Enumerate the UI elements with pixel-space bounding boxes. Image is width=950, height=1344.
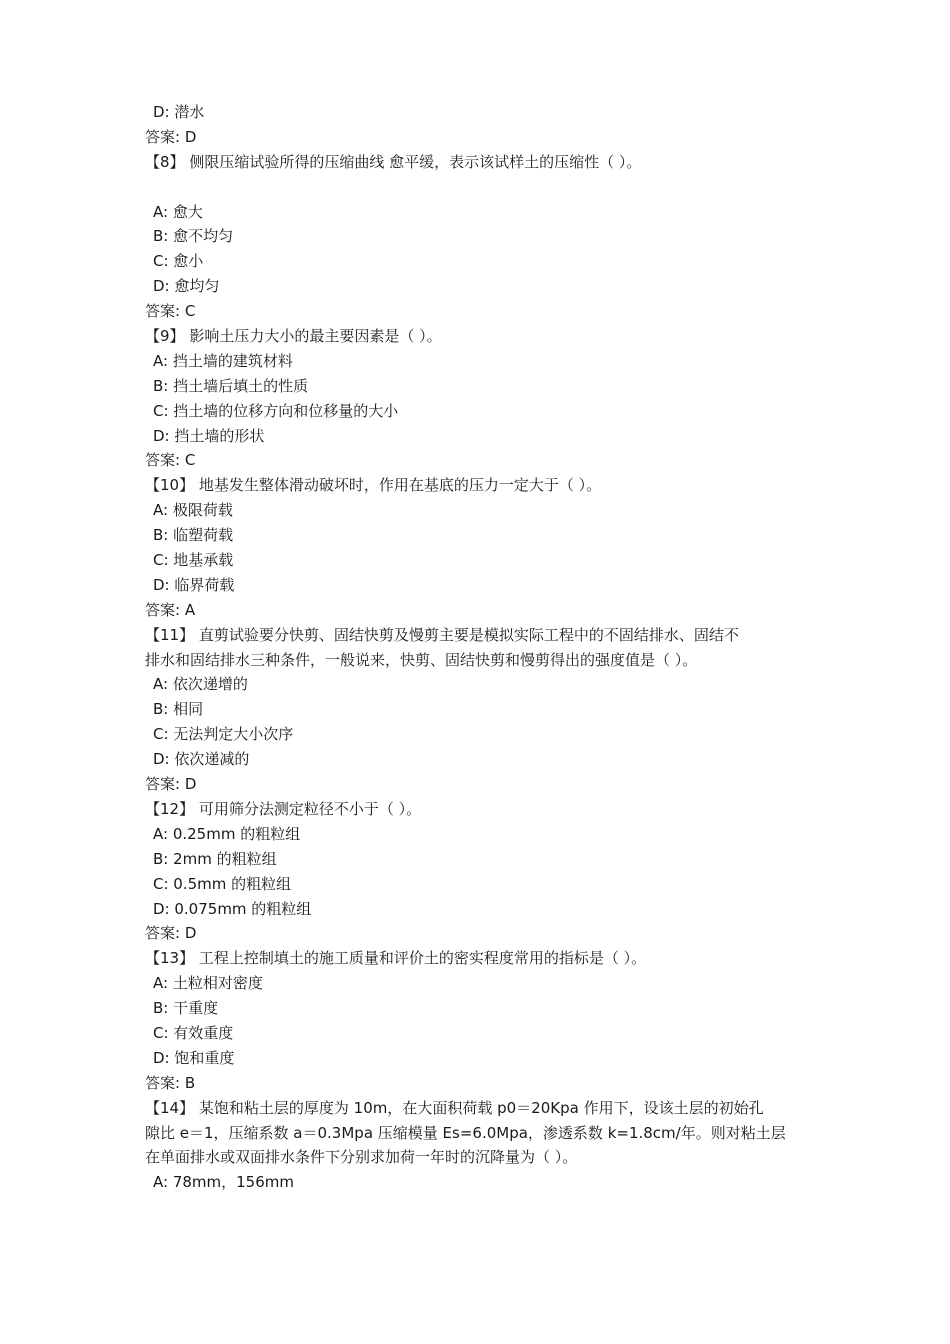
- option-c: C: 无法判定大小次序: [153, 725, 294, 744]
- option-a: A: 极限荷载: [153, 501, 233, 520]
- question-number: 【10】: [145, 476, 195, 495]
- document-page: [145, 100, 825, 1195]
- option-a: A: 挡土墙的建筑材料: [153, 351, 293, 370]
- question-number: 【13】: [145, 949, 195, 968]
- question-text: 侧限压缩试验所得的压缩曲线 愈平缓，表示该试样土的压缩性（ ）。: [189, 152, 642, 171]
- question-13: [145, 946, 825, 971]
- option-b: B: 2mm 的粗粒组: [153, 849, 277, 868]
- answer: 答案: A: [145, 600, 196, 619]
- option-c: C: 0.5mm 的粗粒组: [153, 874, 292, 893]
- question-number: 【8】: [145, 152, 185, 171]
- question-14: [145, 1096, 825, 1121]
- question-text-continued: 隙比 e＝1，压缩系数 a＝0.3Mpa 压缩模量 Es=6.0Mpa，渗透系数 k=1.8cm/年。则对粘土层: [145, 1123, 786, 1142]
- question-number: 【11】: [145, 625, 195, 644]
- answer: 答案: B: [145, 1073, 196, 1092]
- option-a: A: 依次递增的: [153, 675, 248, 694]
- question-text: 影响土压力大小的最主要因素是（ ）。: [189, 327, 442, 346]
- option-c: C: 愈小: [153, 252, 204, 271]
- option-b: B: 干重度: [153, 999, 219, 1018]
- option-d: D: 依次递减的: [153, 750, 250, 769]
- question-number: 【9】: [145, 327, 185, 346]
- question-text: 直剪试验要分快剪、固结快剪及慢剪主要是模拟实际工程中的不固结排水、固结不: [198, 625, 739, 644]
- option-b: B: 临塑荷载: [153, 526, 234, 545]
- option-d: D: 0.075mm 的粗粒组: [153, 899, 312, 918]
- question-text-continued: 排水和固结排水三种条件，一般说来，快剪、固结快剪和慢剪得出的强度值是（ ）。: [145, 650, 698, 669]
- option-a: A: 78mm，156mm: [153, 1173, 294, 1192]
- option-a: A: 土粒相对密度: [153, 974, 263, 993]
- option-b: B: 挡土墙后填土的性质: [153, 376, 309, 395]
- question-11: [145, 623, 825, 648]
- question-12: [145, 797, 825, 822]
- spacer: [145, 175, 825, 200]
- answer: 答案: D: [145, 775, 197, 794]
- option-d: D: 愈均匀: [153, 277, 220, 296]
- option-a: A: 0.25mm 的粗粒组: [153, 824, 301, 843]
- question-number: 【14】: [145, 1098, 195, 1117]
- question-10: [145, 473, 825, 498]
- question-text: 工程上控制填土的施工质量和评价土的密实程度常用的指标是（ ）。: [198, 949, 647, 968]
- option-d: D: 潜水: [153, 103, 205, 121]
- answer: 答案: C: [145, 451, 196, 470]
- answer: 答案: D: [145, 924, 197, 943]
- answer: 答案: C: [145, 302, 196, 321]
- option-c: C: 地基承载: [153, 551, 234, 570]
- question-9: [145, 324, 825, 349]
- question-text: 地基发生整体滑动破坏时，作用在基底的压力一定大于（ ）。: [198, 476, 602, 495]
- question-text-continued: 在单面排水或双面排水条件下分别求加荷一年时的沉降量为（ ）。: [145, 1148, 578, 1167]
- answer: 答案: D: [145, 127, 197, 146]
- option-a: A: 愈大: [153, 202, 203, 221]
- question-text: 某饱和粘土层的厚度为 10m，在大面积荷载 p0＝20Kpa 作用下，设该土层的初始孔: [198, 1098, 764, 1117]
- option-b: B: 相同: [153, 700, 204, 719]
- question-text: 可用筛分法测定粒径不小于（ ）。: [198, 799, 422, 818]
- option-d: D: 挡土墙的形状: [153, 426, 265, 445]
- option-c: C: 有效重度: [153, 1023, 234, 1042]
- option-d: D: 饱和重度: [153, 1048, 235, 1067]
- question-number: 【12】: [145, 799, 195, 818]
- option-b: B: 愈不均匀: [153, 227, 234, 246]
- question-8: [145, 150, 825, 175]
- option-d: D: 临界荷载: [153, 575, 235, 594]
- option-c: C: 挡土墙的位移方向和位移量的大小: [153, 401, 399, 420]
